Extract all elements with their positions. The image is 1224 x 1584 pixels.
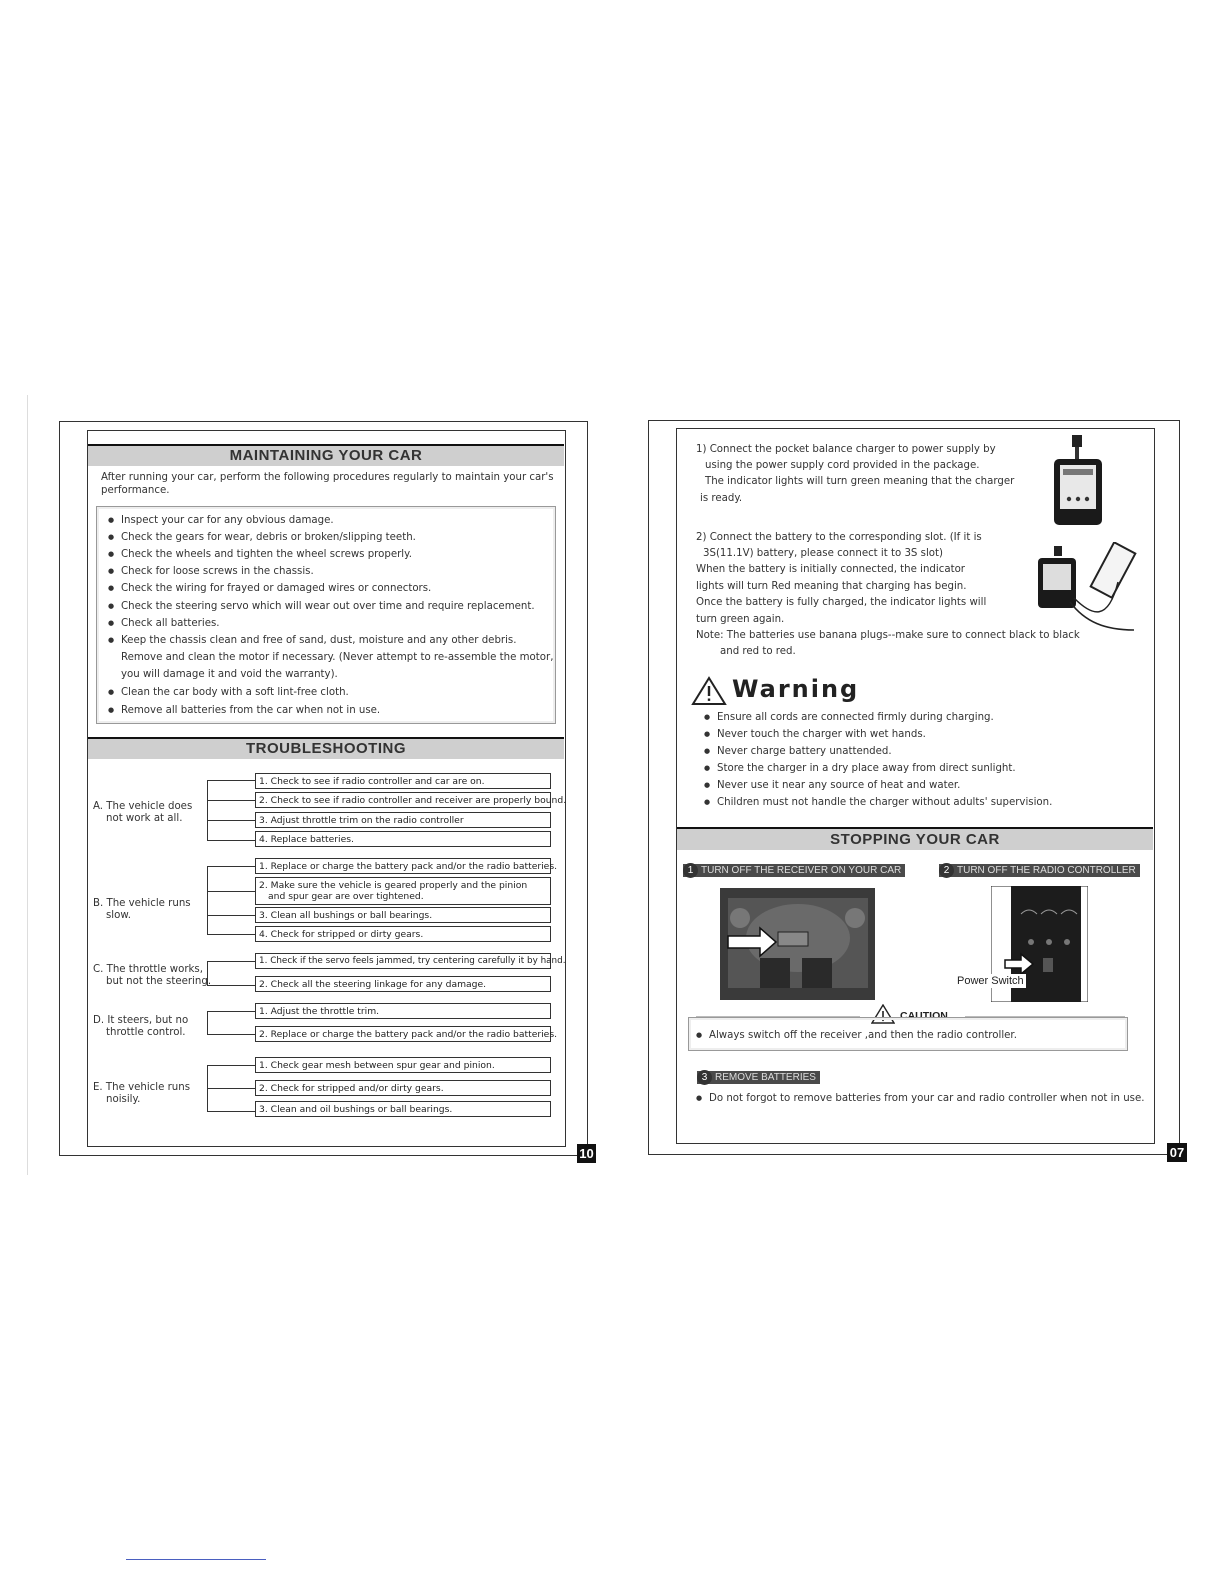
bracket-line: [207, 961, 208, 985]
maintenance-item: ● Clean the car body with a soft lint-free cloth.: [121, 684, 349, 701]
charging-step1-line: is ready.: [700, 493, 743, 504]
solution-box: 4. Check for stripped or dirty gears.: [255, 926, 551, 942]
maintenance-item: ● Check all batteries.: [121, 615, 220, 632]
power-switch-label: Power Switch: [957, 975, 1024, 987]
maintenance-item: ● Check the gears for wear, debris or broken/slipping teeth.: [121, 529, 416, 546]
charging-step2-line: When the battery is initially connected, the indicator: [696, 564, 965, 575]
bracket-line: [207, 1034, 255, 1035]
receiver-photo: [720, 888, 875, 1000]
solution-box: 2. Check all the steering linkage for any damage.: [255, 976, 551, 992]
solution-box: 3. Clean and oil bushings or ball bearings.: [255, 1101, 551, 1117]
stopping-title: STOPPING YOUR CAR: [677, 827, 1153, 850]
solution-box: 2. Replace or charge the battery pack and/or the radio batteries.: [255, 1026, 551, 1042]
maintenance-item: ● Check the wiring for frayed or damaged wires or connectors.: [121, 580, 431, 597]
maintenance-item: ● Check the wheels and tighten the wheel screws properly.: [121, 546, 412, 563]
solution-text: and spur gear are over tightened.: [268, 891, 424, 902]
bracket-line: [207, 891, 255, 892]
warning-item: ● Children must not handle the charger without adults' supervision.: [717, 794, 1052, 811]
solution-text: 2. Make sure the vehicle is geared properly and the pinion: [259, 880, 528, 891]
maintenance-item-continuation: you will damage it and void the warranty).: [121, 669, 338, 680]
bracket-line: [207, 961, 255, 962]
problem-label: A. The vehicle does: [93, 801, 193, 812]
problem-label: slow.: [106, 910, 132, 921]
charger-illustration: [1050, 435, 1110, 530]
caution-title: CAUTION: [900, 1010, 948, 1022]
charging-step2-line: Note: The batteries use banana plugs--make sure to connect black to black: [696, 630, 1080, 641]
bracket-line: [207, 1111, 255, 1112]
solution-box: 1. Check to see if radio controller and car are on.: [255, 773, 551, 789]
step-3-text: ● Do not forgot to remove batteries from your car and radio controller when not in use.: [709, 1090, 1144, 1107]
maintenance-item-continuation: Remove and clean the motor if necessary. (Never attempt to re-assemble the motor,: [121, 652, 554, 663]
left-page-number: 10: [577, 1144, 596, 1163]
bracket-line: [207, 1065, 255, 1066]
bracket-line: [207, 780, 208, 840]
step-2-label: TURN OFF THE RADIO CONTROLLER: [957, 865, 1136, 876]
charging-step1-line: using the power supply cord provided in the package.: [705, 460, 980, 471]
charging-step2-line: lights will turn Red meaning that charging has begin.: [696, 581, 967, 592]
bracket-line: [207, 1011, 208, 1034]
maintaining-title: MAINTAINING YOUR CAR: [88, 444, 564, 466]
warning-title: Warning: [732, 675, 860, 703]
problem-label: B. The vehicle runs: [93, 898, 191, 909]
bracket-line: [207, 1011, 255, 1012]
problem-label: D. It steers, but no: [93, 1015, 189, 1026]
bracket-line: [207, 820, 255, 821]
step-number-badge: 1: [683, 863, 698, 878]
maintenance-item: ● Check the steering servo which will wear out over time and require replacement.: [121, 598, 535, 615]
solution-box: 2. Check for stripped and/or dirty gears.: [255, 1080, 551, 1096]
charging-step2-line: turn green again.: [696, 614, 785, 625]
troubleshooting-title: TROUBLESHOOTING: [88, 737, 564, 759]
warning-triangle-icon: [691, 676, 727, 706]
step-3-label: REMOVE BATTERIES: [715, 1072, 816, 1083]
warning-item: ● Never charge battery unattended.: [717, 743, 892, 760]
solution-box: 4. Replace batteries.: [255, 831, 551, 847]
maintaining-intro-line-1: After running your car, perform the following procedures regularly to maintain your car's: [101, 472, 554, 483]
problem-label: E. The vehicle runs: [93, 1082, 191, 1093]
bracket-line: [207, 985, 255, 986]
bracket-line: [207, 780, 255, 781]
maintaining-intro-line-2: performance.: [101, 485, 170, 496]
warning-item: ● Never touch the charger with wet hands.: [717, 726, 926, 743]
solution-box: 1. Check if the servo feels jammed, try centering carefully it by hand.: [255, 953, 551, 969]
bracket-line: [207, 1088, 255, 1089]
solution-box: 2. Check to see if radio controller and receiver are properly bound.: [255, 792, 551, 808]
charging-step1-line: The indicator lights will turn green meaning that the charger: [705, 476, 1015, 487]
warning-item: ● Never use it near any source of heat and water.: [717, 777, 960, 794]
step-1-label: TURN OFF THE RECEIVER ON YOUR CAR: [701, 865, 902, 876]
bracket-line: [207, 915, 255, 916]
bracket-line: [207, 840, 255, 841]
step-1-bar: [683, 864, 905, 877]
scan-underline: [126, 1559, 266, 1560]
step-number-badge: 2: [939, 863, 954, 878]
problem-label: C. The throttle works,: [93, 964, 203, 975]
scan-edge-line: [27, 395, 28, 1175]
bracket-line: [207, 934, 255, 935]
maintenance-item: ● Inspect your car for any obvious damage.: [121, 512, 334, 529]
solution-box: 1. Adjust the throttle trim.: [255, 1003, 551, 1019]
charger-battery-illustration: [1030, 542, 1140, 638]
charging-step2-line: Once the battery is fully charged, the indicator lights will: [696, 597, 987, 608]
bracket-line: [207, 866, 208, 934]
charging-step2-line: 3S(11.1V) battery, please connect it to 3S slot): [703, 548, 943, 559]
maintenance-item: ● Keep the chassis clean and free of sand, dust, moisture and any other debris.: [121, 632, 516, 649]
solution-box: 1. Replace or charge the battery pack and/or the radio batteries.: [255, 858, 551, 874]
warning-item: ● Store the charger in a dry place away from direct sunlight.: [717, 760, 1016, 777]
step-2-bar: [939, 864, 1140, 877]
bracket-line: [207, 866, 255, 867]
charging-step2-line: and red to red.: [720, 646, 796, 657]
problem-label: throttle control.: [106, 1027, 186, 1038]
solution-box: 3. Clean all bushings or ball bearings.: [255, 907, 551, 923]
problem-label: noisily.: [106, 1094, 141, 1105]
warning-item: ● Ensure all cords are connected firmly during charging.: [717, 709, 994, 726]
charging-step2-line: 2) Connect the battery to the corresponding slot. (If it is: [696, 532, 982, 543]
maintenance-item: ● Check for loose screws in the chassis.: [121, 563, 314, 580]
solution-box: [255, 877, 551, 905]
step-3-bar: [697, 1071, 820, 1084]
charging-step1-line: 1) Connect the pocket balance charger to power supply by: [696, 444, 996, 455]
right-page-number: 07: [1167, 1143, 1187, 1162]
solution-box: 3. Adjust throttle trim on the radio controller: [255, 812, 551, 828]
step-number-badge: 3: [697, 1070, 712, 1085]
caution-text: ● Always switch off the receiver ,and then the radio controller.: [709, 1027, 1017, 1044]
problem-label: but not the steering.: [106, 976, 212, 987]
problem-label: not work at all.: [106, 813, 183, 824]
solution-box: 1. Check gear mesh between spur gear and pinion.: [255, 1057, 551, 1073]
bracket-line: [207, 800, 255, 801]
maintenance-item: ● Remove all batteries from the car when not in use.: [121, 702, 380, 719]
